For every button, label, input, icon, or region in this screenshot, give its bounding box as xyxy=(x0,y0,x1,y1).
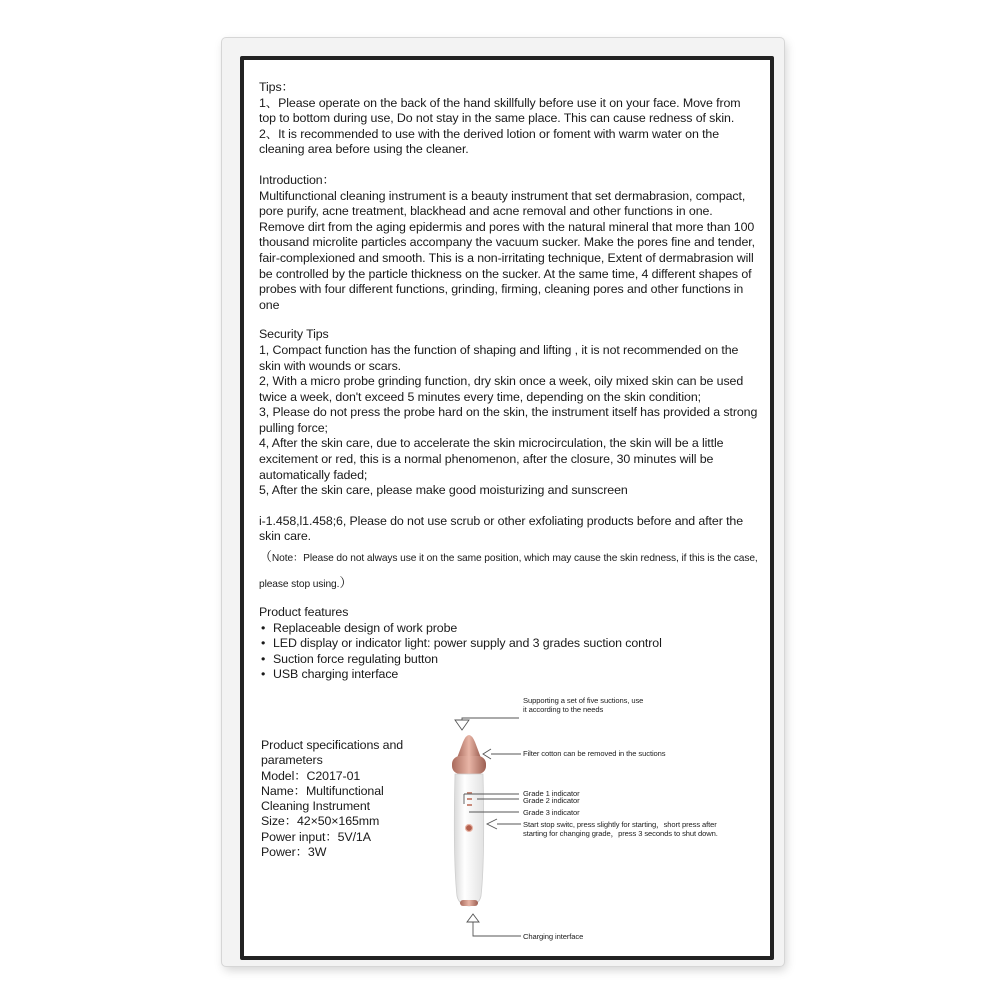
grade-indicator xyxy=(467,804,472,806)
spec-power: Power：3W xyxy=(261,845,327,860)
features-title: Product features xyxy=(259,605,349,620)
filter-callout: Filter cotton can be removed in the suctions xyxy=(523,749,666,758)
feature-item: • Replaceable design of work probe xyxy=(259,621,758,637)
tips-title: Tips： xyxy=(259,80,294,94)
suctions-callout xyxy=(523,696,643,714)
security-item: 4, After the skin care, due to accelerate the skin microcirculation, the skin will be a little excitement or red, this is a normal phenomenon, after the closure, 30 minutes will be automatically faded; xyxy=(259,436,724,482)
spec-power-input: Power input：5V/1A xyxy=(261,829,371,844)
spec-model: Model：C2017-01 xyxy=(261,768,361,783)
power-button xyxy=(466,825,473,832)
note-open: （ xyxy=(259,549,272,565)
introduction-section xyxy=(259,173,758,313)
security-extra: i-1.458,l1.458;6, Please do not use scrub or other exfoliating products before and after the skin care. xyxy=(259,513,743,544)
instruction-panel xyxy=(244,60,770,956)
introduction-title: Introduction： xyxy=(259,172,335,187)
feature-item: • Suction force regulating button xyxy=(259,652,758,668)
feature-item: • LED display or indicator light: power supply and 3 grades suction control xyxy=(259,636,758,652)
introduction-body: Multifunctional cleaning instrument is a beauty instrument that set dermabrasion, compact, pore purify, acne treatment, blackhead and acne removal and other functions in one. Remove dirt from the aging epidermis and pores with the natural mineral that more than 100 thousand microlite particles accompany the vacuum sucker. Make the pores fine and tender, fair-complexioned and smooth. This is a non-irritating technique, Extent of dermabrasion will be controlled by the particle thickness on the sucker. At the same time, 4 different shapes of probes with four different functions, grinding, firming, cleaning pores and other functions in one xyxy=(259,188,755,312)
product-diagram xyxy=(259,696,769,950)
security-note xyxy=(259,545,758,597)
callout-line: starting for changing grade，press 3 seconds to shut down. xyxy=(523,829,718,838)
security-item: 1, Compact function has the function of shaping and lifting , it is not recommended on the skin with wounds or scars. xyxy=(259,342,739,373)
charging-callout: Charging interface xyxy=(523,932,584,941)
security-title: Security Tips xyxy=(259,327,329,342)
spec-name: Name：Multifunctional xyxy=(261,783,384,798)
grade3-callout: Grade 3 indicator xyxy=(523,808,580,817)
charging-port xyxy=(460,900,478,906)
spec-size: Size：42×50×165mm xyxy=(261,814,380,829)
spec-name: Cleaning Instrument xyxy=(261,799,370,814)
callout-line: Start stop switc, press slightly for starting，short press after xyxy=(523,820,717,829)
feature-item: • USB charging interface xyxy=(259,667,758,683)
features-section xyxy=(259,605,758,683)
security-section xyxy=(259,327,758,597)
tip-item: 1、Please operate on the back of the hand skillfully before use it on your face. Move from top to bottom during use, Do not stay in the same place. This can cause redness of skin. xyxy=(259,95,741,126)
security-item: 2, With a micro probe grinding function, dry skin once a week, oily mixed skin can be used twice a week, don't exceed 5 minutes every time, depending on the skin condition; xyxy=(259,374,744,404)
tips-section xyxy=(259,80,758,158)
callout-line: it according to the needs xyxy=(523,705,604,714)
probe-collar xyxy=(452,756,486,774)
grade-indicator xyxy=(467,798,472,800)
security-item: 3, Please do not press the probe hard on the skin, the instrument itself has provided a strong pulling force; xyxy=(259,405,758,435)
specs-title: Product specifications and parameters xyxy=(261,738,404,768)
features-list xyxy=(259,621,758,683)
suction-probe xyxy=(457,735,481,758)
note-text: Please do not always use it on the same position, which may cause the skin redness, if this is the case, please stop using. xyxy=(259,553,758,591)
specs-section xyxy=(261,738,436,860)
start-stop-callout xyxy=(523,820,718,838)
note-label: Note： xyxy=(271,553,304,565)
security-item: 5, After the skin care, please make good moisturizing and sunscreen xyxy=(259,483,628,498)
note-close: ） xyxy=(339,575,353,591)
tip-item: 2、It is recommended to use with the derived lotion or foment with warm water on the cleaning area before using the cleaner. xyxy=(259,126,720,157)
callout-line: Supporting a set of five suctions, use xyxy=(523,696,644,705)
grade1-callout: Grade 1 indicator xyxy=(523,789,580,798)
grade2-callout: Grade 2 indicator xyxy=(523,796,580,805)
